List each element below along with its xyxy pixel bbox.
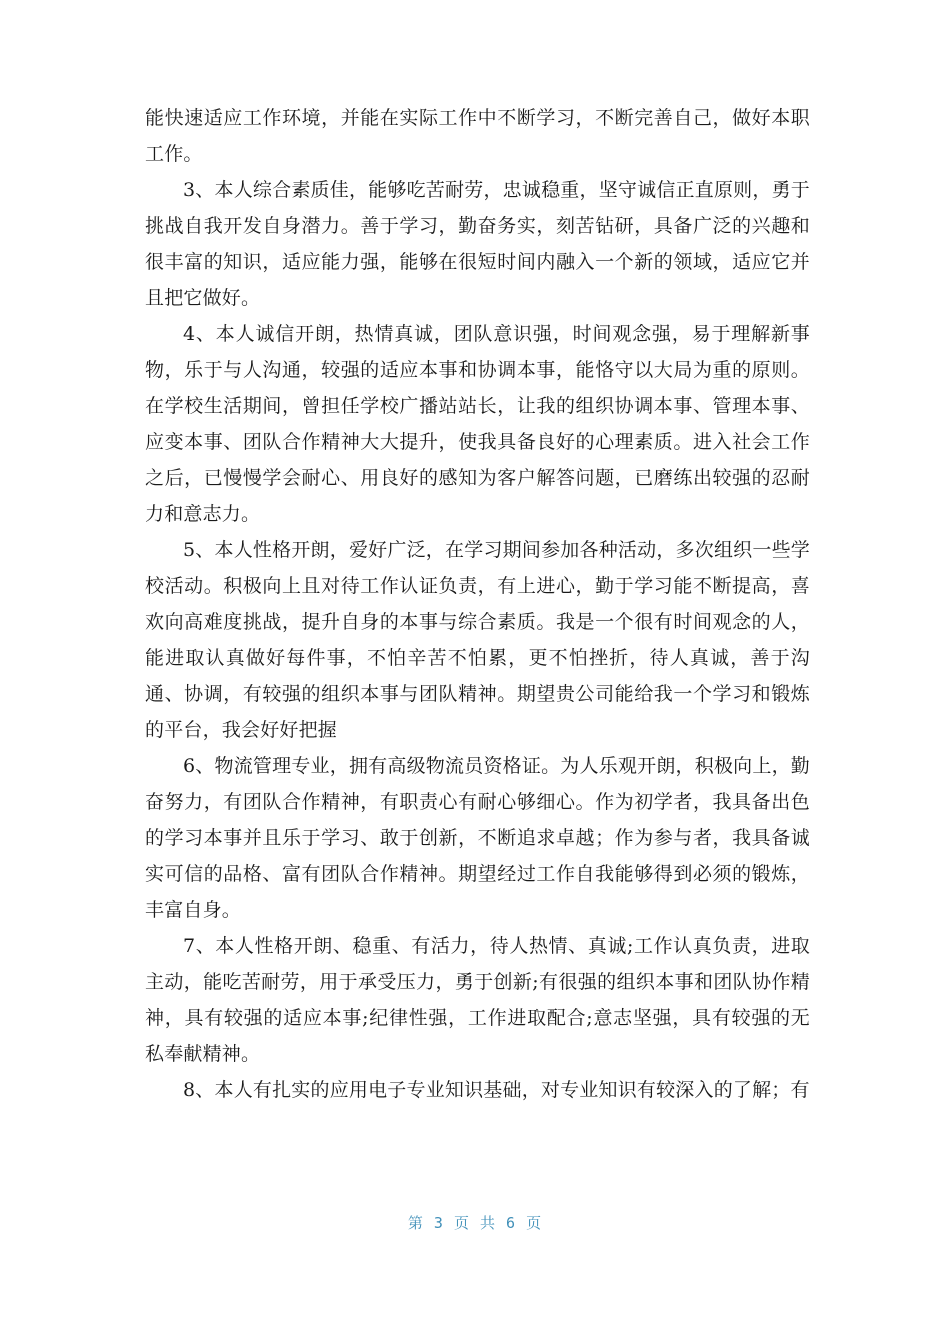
paragraph-item-4: 4、本人诚信开朗，热情真诚，团队意识强，时间观念强，易于理解新事物，乐于与人沟通，较强的适应本事和协调本事，能恪守以大局为重的原则。在学校生活期间，曾担任学校广播站站长，让我的组织协调本事、管理本事、应变本事、团队合作精神大大提升，使我具备良好的心理素质。进入社会工作之后，已慢慢学会耐心、用良好的感知为客户解答问题，已磨练出较强的忍耐力和意志力。 — [145, 323, 810, 525]
page-number-footer: 第 3 页 共 6 页 — [407, 1214, 543, 1232]
paragraph-item-5: 5、本人性格开朗，爱好广泛，在学习期间参加各种活动，多次组织一些学校活动。积极向上且对待工作认证负责，有上进心，勤于学习能不断提高，喜欢向高难度挑战，提升自身的本事与综合素质。我是一个很有时间观念的人，能进取认真做好每件事，不怕辛苦不怕累，更不怕挫折，待人真诚，善于沟通、协调，有较强的组织本事与团队精神。期望贵公司能给我一个学习和锻炼的平台，我会好好把握 — [145, 539, 810, 741]
document-body — [145, 100, 810, 1108]
paragraph-item-8: 8、本人有扎实的应用电子专业知识基础，对专业知识有较深入的了解；有 — [183, 1079, 810, 1101]
paragraph-intro-continuation: 能快速适应工作环境，并能在实际工作中不断学习，不断完善自己，做好本职工作。 — [145, 107, 810, 165]
paragraph-item-3: 3、本人综合素质佳，能够吃苦耐劳，忠诚稳重，坚守诚信正直原则，勇于挑战自我开发自身潜力。善于学习，勤奋务实，刻苦钻研，具备广泛的兴趣和很丰富的知识，适应能力强，能够在很短时间内融入一个新的领域，适应它并且把它做好。 — [145, 179, 810, 309]
paragraph-item-7: 7、本人性格开朗、稳重、有活力，待人热情、真诚;工作认真负责，进取主动，能吃苦耐劳，用于承受压力，勇于创新;有很强的组织本事和团队协作精神，具有较强的适应本事;纪律性强，工作进取配合;意志坚强，具有较强的无私奉献精神。 — [145, 935, 810, 1065]
paragraph-item-6: 6、物流管理专业，拥有高级物流员资格证。为人乐观开朗，积极向上，勤奋努力，有团队合作精神，有职责心有耐心够细心。作为初学者，我具备出色的学习本事并且乐于学习、敢于创新，不断追求卓越；作为参与者，我具备诚实可信的品格、富有团队合作精神。期望经过工作自我能够得到必须的锻炼，丰富自身。 — [145, 755, 810, 921]
